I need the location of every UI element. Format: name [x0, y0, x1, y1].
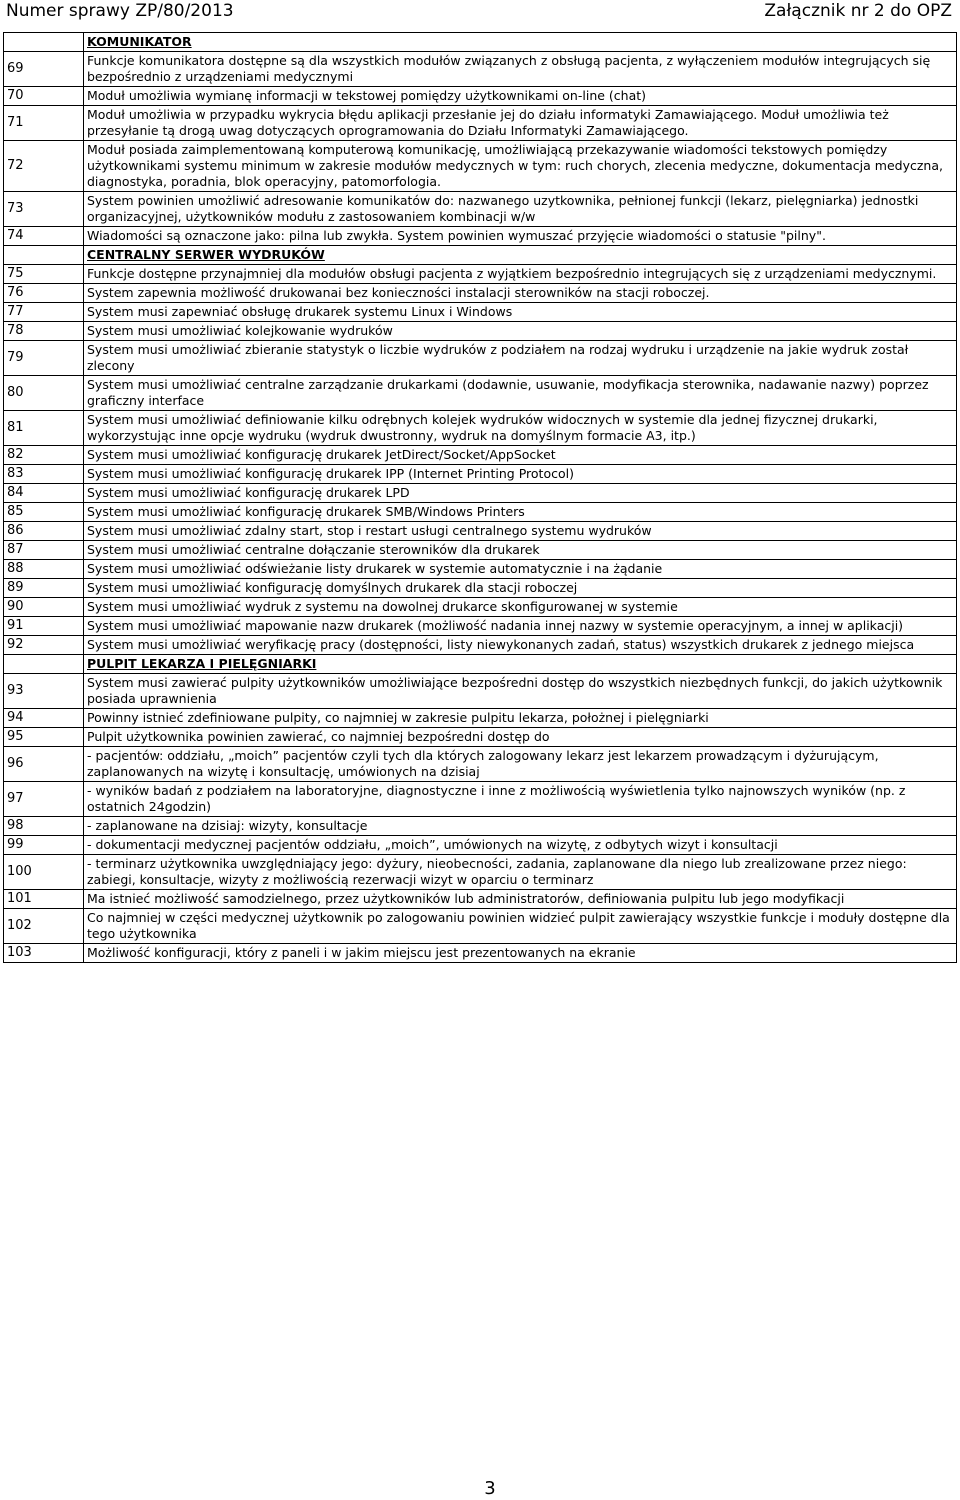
- requirement-row: [4, 484, 957, 503]
- requirement-row: [4, 855, 957, 890]
- requirement-number: 101: [4, 890, 84, 909]
- requirement-number: 80: [4, 376, 84, 411]
- requirement-text: Funkcje dostępne przynajmniej dla modułów obsługi pacjenta z wyjątkiem bezpośrednio integrujących się z urządzeniami medycznymi.: [84, 265, 957, 284]
- requirement-text: Funkcje komunikatora dostępne są dla wszystkich modułów związanych z obsługą pacjenta, z wyłączeniem modułów integrujących się bezpośrednio z urządzeniami medycznymi: [84, 52, 957, 87]
- requirement-text: System musi umożliwiać konfigurację drukarek SMB/Windows Printers: [84, 503, 957, 522]
- requirement-text: - pacjentów: oddziału, „moich” pacjentów czyli tych dla których zalogowany lekarz jest lekarzem prowadzącym i dyżurującym, zaplanowanych na wizytę i konsultację, umówionych na dzisiaj: [84, 747, 957, 782]
- requirement-row: [4, 192, 957, 227]
- requirement-text: System musi umożliwiać mapowanie nazw drukarek (możliwość nadania innej nazwy w systemie operacyjnym, a innej w aplikacji): [84, 617, 957, 636]
- requirement-row: [4, 541, 957, 560]
- requirement-number: 70: [4, 87, 84, 106]
- requirement-row: [4, 522, 957, 541]
- section-header-row: [4, 246, 957, 265]
- requirement-number: 93: [4, 674, 84, 709]
- requirement-text: Pulpit użytkownika powinien zawierać, co najmniej bezpośredni dostęp do: [84, 728, 957, 747]
- requirement-number: 81: [4, 411, 84, 446]
- requirement-number: 74: [4, 227, 84, 246]
- requirement-text: - terminarz użytkownika uwzględniający jego: dyżury, nieobecności, zadania, zaplanowane dla niego lub zrealizowane przez niego: zabiegi, konsultacje, wizyty z możliwością rezerwacji wizyt w oparciu o terminarz: [84, 855, 957, 890]
- section-header-row: [4, 33, 957, 52]
- requirement-number: 77: [4, 303, 84, 322]
- requirement-text: System musi zawierać pulpity użytkowników umożliwiające bezpośredni dostęp do wszystkich niezbędnych funkcji, do jakich użytkownik posiada uprawnienia: [84, 674, 957, 709]
- requirement-row: [4, 944, 957, 963]
- requirement-row: [4, 465, 957, 484]
- requirement-row: [4, 322, 957, 341]
- attachment-label: Załącznik nr 2 do OPZ: [764, 1, 952, 21]
- requirement-number: 76: [4, 284, 84, 303]
- requirement-number: 91: [4, 617, 84, 636]
- requirement-text: System musi umożliwiać centralne dołączanie sterowników dla drukarek: [84, 541, 957, 560]
- requirement-number: 96: [4, 747, 84, 782]
- requirement-row: [4, 87, 957, 106]
- requirement-text: Moduł umożliwia wymianę informacji w tekstowej pomiędzy użytkownikami on-line (chat): [84, 87, 957, 106]
- requirement-text: System musi zapewniać obsługę drukarek systemu Linux i Windows: [84, 303, 957, 322]
- section-title: PULPIT LEKARZA I PIELĘGNIARKI: [84, 655, 957, 674]
- requirement-row: [4, 782, 957, 817]
- requirement-text: - zaplanowane na dzisiaj: wizyty, konsultacje: [84, 817, 957, 836]
- requirements-table: [3, 32, 957, 963]
- requirement-text: System musi umożliwiać konfigurację drukarek JetDirect/Socket/AppSocket: [84, 446, 957, 465]
- requirement-text: Powinny istnieć zdefiniowane pulpity, co najmniej w zakresie pulpitu lekarza, położnej i pielęgniarki: [84, 709, 957, 728]
- requirement-number: 78: [4, 322, 84, 341]
- requirement-text: System musi umożliwiać definiowanie kilku odrębnych kolejek wydruków widocznych w systemie dla jednej fizycznej drukarki, wykorzystując inne opcje wydruku (wydruk dwustronny, wydruk na domyślnym formacie A3, itp.): [84, 411, 957, 446]
- requirement-text: System musi umożliwiać wydruk z systemu na dowolnej drukarce skonfigurowanej w systemie: [84, 598, 957, 617]
- requirement-row: [4, 376, 957, 411]
- requirement-row: [4, 747, 957, 782]
- section-title: KOMUNIKATOR: [84, 33, 957, 52]
- requirement-text: System musi umożliwiać konfigurację drukarek LPD: [84, 484, 957, 503]
- requirement-row: [4, 836, 957, 855]
- requirement-text: - dokumentacji medycznej pacjentów oddziału, „moich”, umówionych na wizytę, z odbytych wizyt i konsultacji: [84, 836, 957, 855]
- document-number: Numer sprawy ZP/80/2013: [6, 1, 234, 21]
- requirement-number: 103: [4, 944, 84, 963]
- requirement-number: 97: [4, 782, 84, 817]
- requirement-number: 85: [4, 503, 84, 522]
- requirement-text: System musi umożliwiać kolejkowanie wydruków: [84, 322, 957, 341]
- requirement-number: 87: [4, 541, 84, 560]
- requirement-row: [4, 303, 957, 322]
- requirement-number: 69: [4, 52, 84, 87]
- requirement-row: [4, 709, 957, 728]
- requirement-number: 86: [4, 522, 84, 541]
- requirement-number: 100: [4, 855, 84, 890]
- requirement-row: [4, 598, 957, 617]
- requirement-text: System musi umożliwiać konfigurację domyślnych drukarek dla stacji roboczej: [84, 579, 957, 598]
- requirement-text: System musi umożliwiać konfigurację drukarek IPP (Internet Printing Protocol): [84, 465, 957, 484]
- requirement-row: [4, 579, 957, 598]
- requirement-text: System musi umożliwiać zdalny start, stop i restart usługi centralnego systemu wydruków: [84, 522, 957, 541]
- requirement-number: 73: [4, 192, 84, 227]
- requirement-row: [4, 227, 957, 246]
- requirement-text: System powinien umożliwić adresowanie komunikatów do: nazwanego uzytkownika, pełnionej funkcji (lekarz, pielęgniarka) jednostki organizacyjnej, użytkowników modułu z zastosowaniem kombinacji w/w: [84, 192, 957, 227]
- requirement-text: Możliwość konfiguracji, który z paneli i w jakim miejscu jest prezentowanych na ekranie: [84, 944, 957, 963]
- requirement-row: [4, 728, 957, 747]
- requirement-text: System musi umożliwiać zbieranie statystyk o liczbie wydruków z podziałem na rodzaj wydruku i urządzenie na jakie wydruk został zlecony: [84, 341, 957, 376]
- requirement-row: [4, 446, 957, 465]
- page-number: 3: [484, 1478, 496, 1499]
- requirement-number: 72: [4, 141, 84, 192]
- requirement-text: System musi umożliwiać weryfikację pracy (dostępności, listy niewykonanych zadań, status) wszystkich drukarek z jednego miejsca: [84, 636, 957, 655]
- requirement-row: [4, 560, 957, 579]
- requirements-table-body: [4, 33, 957, 963]
- section-header-row: [4, 655, 957, 674]
- requirement-number: 79: [4, 341, 84, 376]
- requirement-number: 90: [4, 598, 84, 617]
- requirement-number: 98: [4, 817, 84, 836]
- requirement-number: 83: [4, 465, 84, 484]
- requirement-number: 82: [4, 446, 84, 465]
- requirement-row: [4, 503, 957, 522]
- requirement-number: 95: [4, 728, 84, 747]
- requirement-text: Moduł posiada zaimplementowaną komputerową komunikację, umożliwiającą przekazywanie wiadomości tekstowych pomiędzy użytkownikami systemu minimum w zakresie modułów medycznych w tym: ruch chorych, zlecenia medyczne, dokumentacja medyczna, diagnostyka, poradnia, blok operacyjny, patomorfologia.: [84, 141, 957, 192]
- requirement-number: 84: [4, 484, 84, 503]
- requirement-text: System zapewnia możliwość drukowanai bez konieczności instalacji sterowników na stacji roboczej.: [84, 284, 957, 303]
- requirement-row: [4, 341, 957, 376]
- requirement-text: Wiadomości są oznaczone jako: pilna lub zwykła. System powinien wymuszać przyjęcie wiadomości o statusie "pilny".: [84, 227, 957, 246]
- requirement-text: Co najmniej w części medycznej użytkownik po zalogowaniu powinien widzieć pulpit zawierający wszystkie funkcje i moduły dostępne dla tego użytkownika: [84, 909, 957, 944]
- requirement-text: System musi umożliwiać centralne zarządzanie drukarkami (dodawnie, usuwanie, modyfikacja sterownika, nadawanie nazwy) poprzez graficzny interface: [84, 376, 957, 411]
- requirement-text: Ma istnieć możliwość samodzielnego, przez użytkowników lub administratorów, definiowania pulpitu lub jego modyfikacji: [84, 890, 957, 909]
- requirement-number: 102: [4, 909, 84, 944]
- requirement-row: [4, 636, 957, 655]
- requirement-number: [4, 655, 84, 674]
- requirement-number: 88: [4, 560, 84, 579]
- requirement-row: [4, 674, 957, 709]
- section-title: CENTRALNY SERWER WYDRUKÓW: [84, 246, 957, 265]
- requirement-row: [4, 890, 957, 909]
- requirement-row: [4, 909, 957, 944]
- requirement-text: - wyników badań z podziałem na laboratoryjne, diagnostyczne i inne z możliwością wyświetlenia tylko najnowszych wyników (np. z ostatnich 24godzin): [84, 782, 957, 817]
- requirement-row: [4, 817, 957, 836]
- requirement-number: 89: [4, 579, 84, 598]
- requirement-number: 94: [4, 709, 84, 728]
- requirement-row: [4, 52, 957, 87]
- requirement-text: System musi umożliwiać odświeżanie listy drukarek w systemie automatycznie i na żądanie: [84, 560, 957, 579]
- requirement-text: Moduł umożliwia w przypadku wykrycia błędu aplikacji przesłanie jej do działu informatyki Zamawiającego. Moduł umożliwia też przesyłanie tą drogą uwag dotyczących oprogramowania do Działu Informatyki Zamawiającego.: [84, 106, 957, 141]
- requirement-row: [4, 284, 957, 303]
- requirement-row: [4, 411, 957, 446]
- requirement-row: [4, 265, 957, 284]
- requirement-number: 75: [4, 265, 84, 284]
- requirement-number: 71: [4, 106, 84, 141]
- requirement-row: [4, 617, 957, 636]
- requirement-number: 92: [4, 636, 84, 655]
- requirement-number: [4, 33, 84, 52]
- requirement-number: 99: [4, 836, 84, 855]
- requirement-row: [4, 106, 957, 141]
- requirement-row: [4, 141, 957, 192]
- requirement-number: [4, 246, 84, 265]
